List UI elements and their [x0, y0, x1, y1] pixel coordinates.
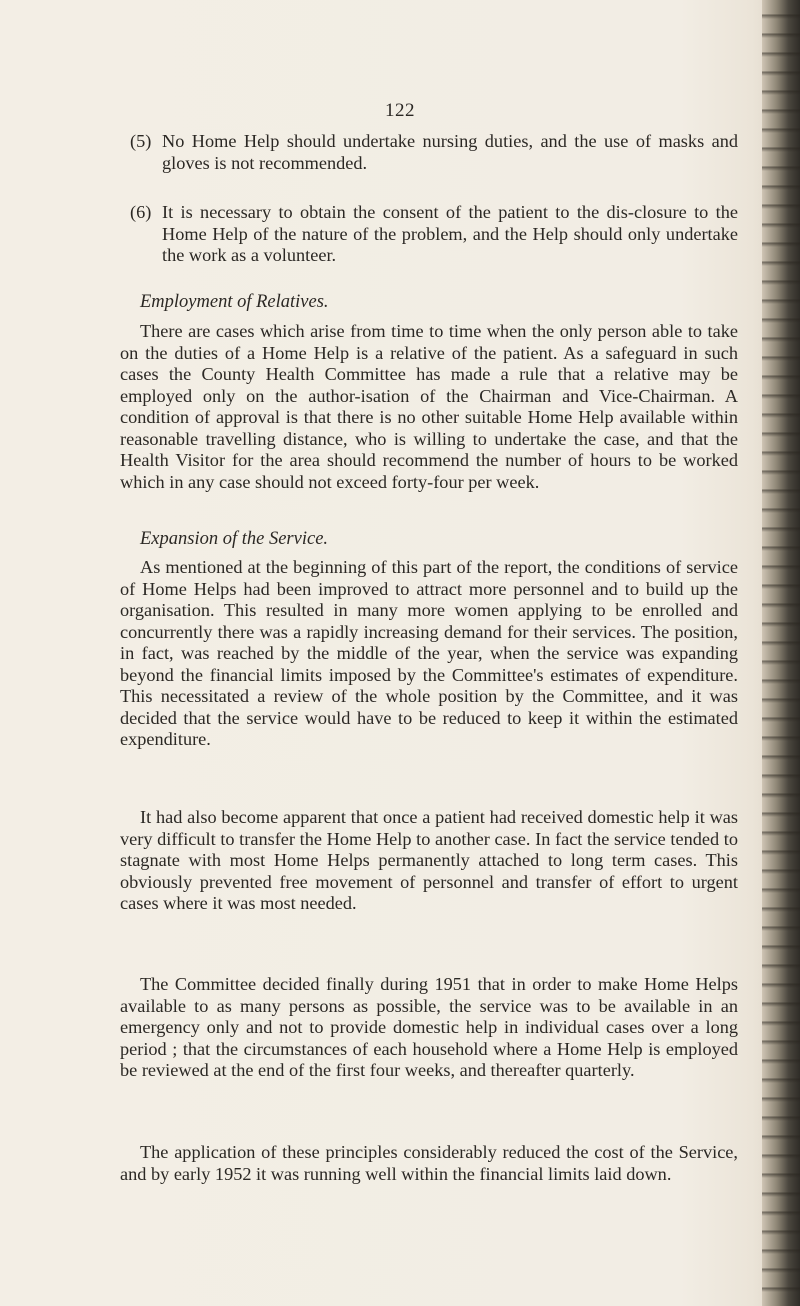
section-heading-employment-of-relatives: Employment of Relatives. — [140, 292, 329, 312]
book-binding-edge — [762, 0, 800, 1306]
item-number: (6) — [130, 202, 152, 222]
page-number: 122 — [385, 100, 415, 121]
paragraph-expansion-1: As mentioned at the beginning of this part of the report, the conditions of service of Home Helps had been improved to attract more personnel and to build up the organisation. This resulted in many more women applying to be enrolled and concurrently there was a rapidly increasing demand for their services. The position, in fact, was reached by the middle of the year, when the service was expanding beyond the financial limits imposed by the Committee's estimates of expenditure. This necessitated a review of the whole position by the Committee, and it was decided that the service would have to be reduced to keep it within the estimated expenditure. — [120, 557, 738, 749]
numbered-item-6 — [130, 202, 738, 267]
item-number: (5) — [130, 131, 152, 151]
item-text: No Home Help should undertake nursing duties, and the use of masks and gloves is not recommended. — [162, 131, 738, 173]
section-heading-expansion-of-the-service: Expansion of the Service. — [140, 529, 329, 549]
paragraph-employment-of-relatives: There are cases which arise from time to time when the only person able to take on the duties of a Home Help is a relative of the patient. As a safeguard in such cases the County Health Committee has made a rule that a relative may be employed only on the author-isation of the Chairman and Vice-Chairman. A condition of approval is that there is no other suitable Home Help available within reasonable travelling distance, who is willing to undertake the case, and that the Health Visitor for the area should recommend the number of hours to be worked which in any case should not exceed forty-four per week. — [120, 321, 738, 492]
paragraph-expansion-3: The Committee decided finally during 1951 that in order to make Home Helps available to as many persons as possible, the service was to be available in an emergency only and not to provide domestic help in individual cases over a long period ; that the circumstances of each household where a Home Help is employed be reviewed at the end of the first four weeks, and thereafter quarterly. — [120, 974, 738, 1080]
item-text: It is necessary to obtain the consent of the patient to the dis-closure to the Home Help of the nature of the problem, and the Help should only undertake the work as a volunteer. — [162, 202, 738, 265]
paragraph-expansion-4: The application of these principles considerably reduced the cost of the Service, and by early 1952 it was running well within the financial limits laid down. — [120, 1142, 738, 1184]
numbered-item-5 — [130, 131, 738, 174]
paragraph-expansion-2: It had also become apparent that once a patient had received domestic help it was very difficult to transfer the Home Help to another case. In fact the service tended to stagnate with most Home Helps permanently attached to long term cases. This obviously prevented free movement of personnel and transfer of effort to urgent cases where it was most needed. — [120, 807, 738, 913]
